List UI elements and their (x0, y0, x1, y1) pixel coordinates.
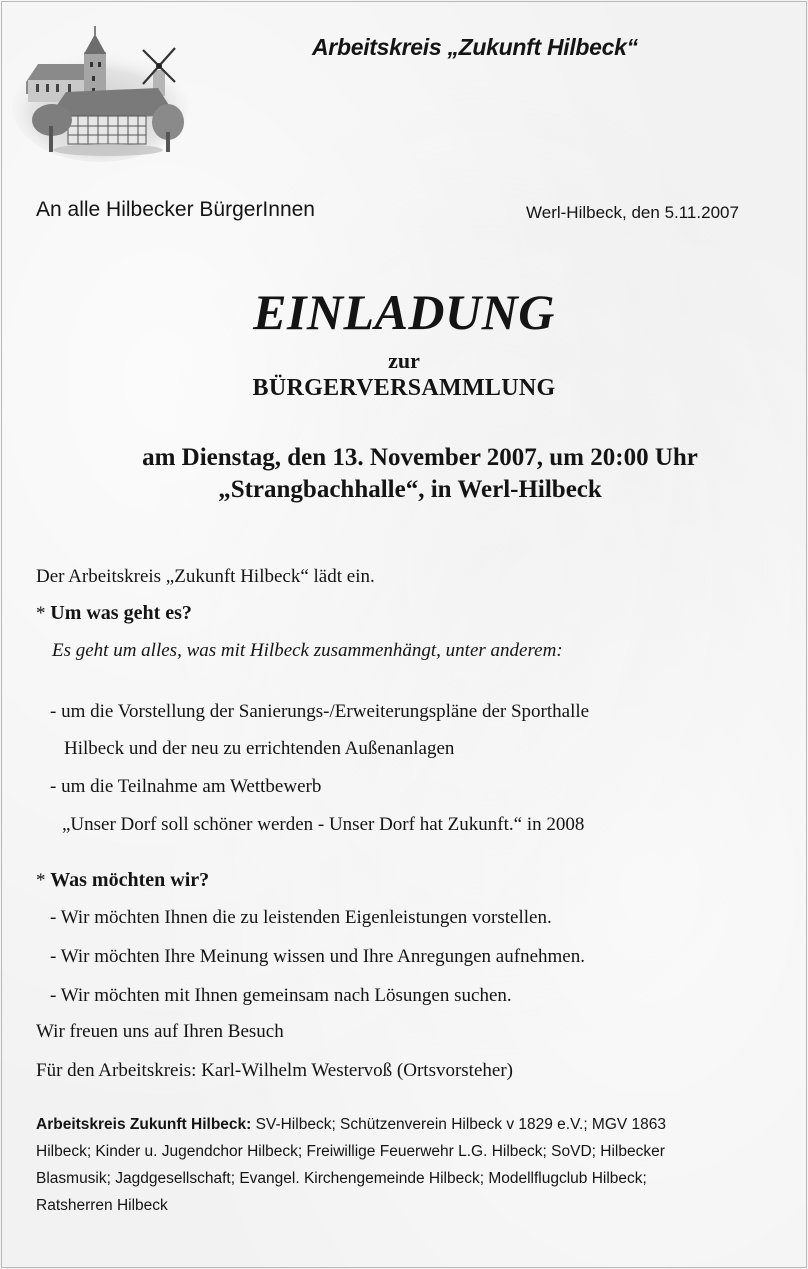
bullet-asterisk: * (36, 603, 46, 624)
signature: Für den Arbeitskreis: Karl-Wilhelm Westervoß (Ortsvorsteher) (36, 1060, 513, 1081)
page-title: EINLADUNG (253, 284, 555, 340)
list-item: - um die Vorstellung der Sanierungs-/Erweiterungspläne der Sporthalle (50, 701, 590, 722)
section-heading-label: Was möchten wir? (50, 869, 210, 891)
title-connector: zur (388, 348, 420, 373)
closing-text: Wir freuen uns auf Ihren Besuch (36, 1021, 284, 1042)
intro-text: Der Arbeitskreis „Zukunft Hilbeck“ lädt ein. (36, 566, 375, 587)
member-line: Ratsherren Hilbeck (36, 1197, 168, 1214)
section-subtitle: Es geht um alles, was mit Hilbeck zusammenhängt, unter anderem: (52, 640, 563, 661)
event-date-time: am Dienstag, den 13. November 2007, um 20:00 Uhr (142, 444, 698, 471)
section-heading-topics (36, 602, 192, 625)
list-item: - Wir möchten Ihre Meinung wissen und Ihre Anregungen aufnehmen. (50, 946, 585, 967)
bullet-asterisk: * (36, 870, 46, 891)
village-logo-icon (8, 22, 188, 162)
list-item: - Wir möchten mit Ihnen gemeinsam nach Lösungen suchen. (50, 985, 512, 1006)
section-heading-goals (36, 869, 209, 892)
event-title: BÜRGERVERSAMMLUNG (252, 375, 556, 401)
member-line: Hilbeck; Kinder u. Jugendchor Hilbeck; Freiwillige Feuerwehr L.G. Hilbeck; SoVD; Hilbecker (36, 1143, 665, 1160)
dateline: Werl-Hilbeck, den 5.11.2007 (526, 203, 739, 222)
list-item-continuation: „Unser Dorf soll schöner werden - Unser Dorf hat Zukunft.“ in 2008 (62, 814, 585, 835)
list-item: - um die Teilnahme am Wettbewerb (50, 776, 322, 797)
member-line: Arbeitskreis Zukunft Hilbeck: SV-Hilbeck; Schützenverein Hilbeck v 1829 e.V.; MGV 1863 (36, 1116, 667, 1133)
member-organizations (36, 1111, 776, 1219)
member-line: Blasmusik; Jagdgesellschaft; Evangel. Kirchengemeinde Hilbeck; Modellflugclub Hilbeck; (36, 1170, 647, 1187)
list-item: - Wir möchten Ihnen die zu leistenden Eigenleistungen vorstellen. (50, 907, 552, 928)
section-heading-label: Um was geht es? (50, 602, 192, 624)
member-label: Arbeitskreis Zukunft Hilbeck: (36, 1116, 252, 1133)
event-location: „Strangbachhalle“, in Werl-Hilbeck (218, 476, 602, 503)
organization-title: Arbeitskreis „Zukunft Hilbeck“ (312, 34, 638, 60)
list-item-continuation: Hilbeck und der neu zu errichtenden Außenanlagen (64, 738, 455, 759)
greeting: An alle Hilbecker BürgerInnen (36, 198, 315, 221)
